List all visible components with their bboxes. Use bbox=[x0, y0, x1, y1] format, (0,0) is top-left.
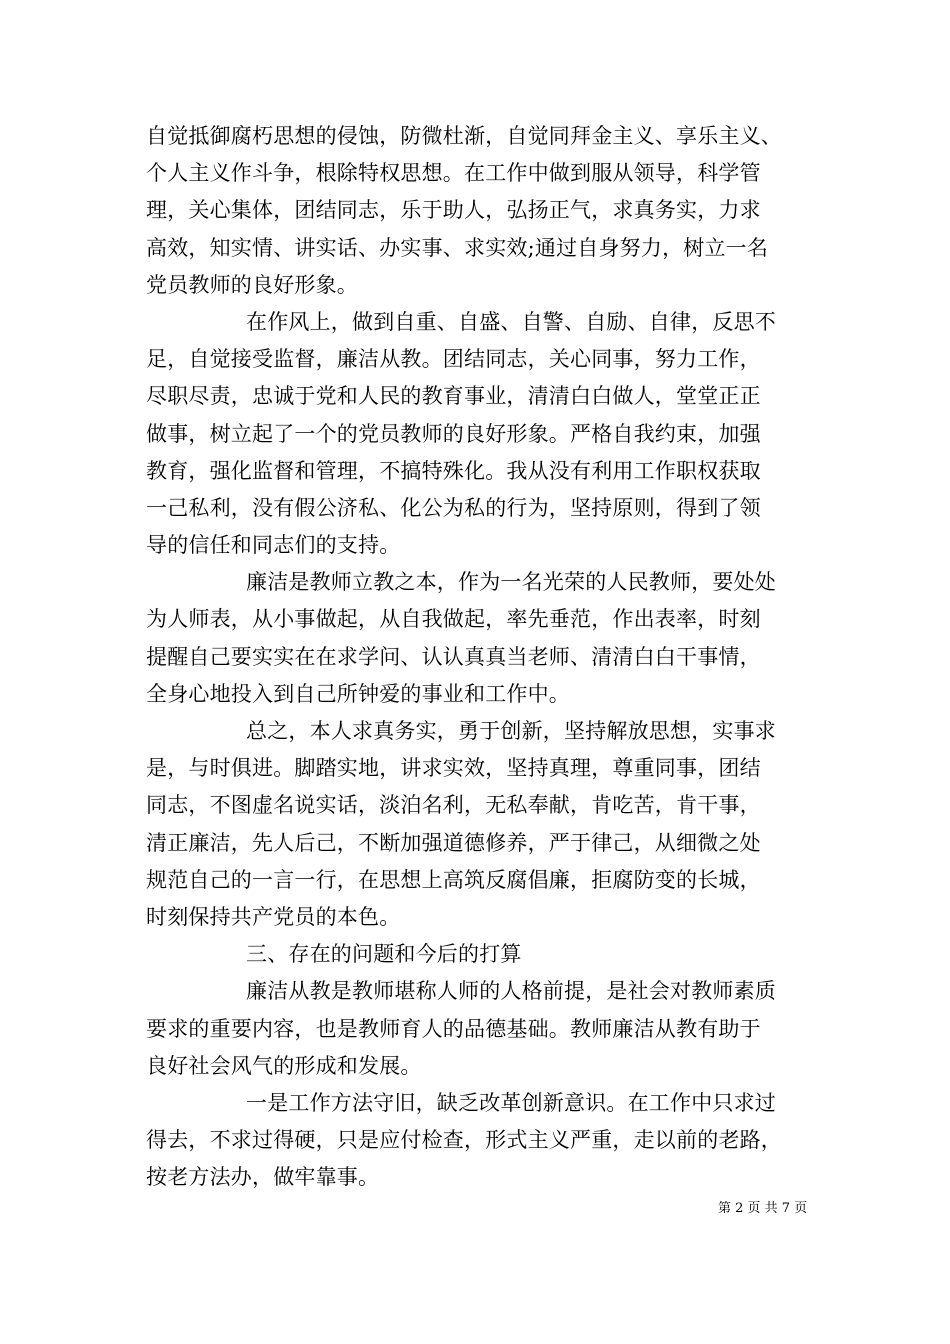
text-line: 时刻保持共产党员的本色。 bbox=[146, 904, 401, 929]
section-heading bbox=[146, 936, 812, 973]
paragraph bbox=[146, 713, 812, 936]
paragraph bbox=[146, 304, 812, 564]
paragraph bbox=[146, 118, 812, 304]
text-line: 高效，知实情、讲实话、办实事、求实效;通过自身努力，树立一名 bbox=[146, 235, 769, 260]
text-line: 提醒自己要实实在在求学问、认认真真当老师、清清白白干事情， bbox=[146, 644, 761, 669]
text-line: 廉洁从教是教师堪称人师的人格前提，是社会对教师素质 bbox=[246, 979, 776, 1004]
text-line: 是，与时俱进。脚踏实地，讲求实效，坚持真理，尊重同事，团结 bbox=[146, 756, 761, 781]
text-line: 导的信任和同志们的支持。 bbox=[146, 533, 401, 558]
page-body bbox=[146, 118, 812, 1196]
text-line: 教育，强化监督和管理，不搞特殊化。我从没有利用工作职权获取 bbox=[146, 458, 761, 483]
text-line: 足，自觉接受监督，廉洁从教。团结同志，关心同事，努力工作， bbox=[146, 347, 761, 372]
text-line: 得去，不求过得硬，只是应付检查，形式主义严重，走以前的老路， bbox=[146, 1128, 782, 1153]
text-line: 要求的重要内容，也是教师育人的品德基础。教师廉洁从教有助于 bbox=[146, 1016, 761, 1041]
text-line: 清正廉洁，先人后己，不断加强道德修养，严于律己，从细微之处 bbox=[146, 830, 761, 855]
text-line: 一是工作方法守旧，缺乏改革创新意识。在工作中只求过 bbox=[246, 1090, 776, 1115]
text-line: 尽职尽责，忠诚于党和人民的教育事业，清清白白做人，堂堂正正 bbox=[146, 384, 761, 409]
text-line: 廉洁是教师立教之本，作为一名光荣的人民教师，要处处 bbox=[246, 570, 776, 595]
text-line: 同志，不图虚名说实话，淡泊名利，无私奉献，肯吃苦，肯干事， bbox=[146, 793, 761, 818]
paragraph bbox=[146, 1085, 812, 1197]
text-line: 全身心地投入到自己所钟爱的事业和工作中。 bbox=[146, 681, 570, 706]
text-line: 规范自己的一言一行，在思想上高筑反腐倡廉，拒腐防变的长城， bbox=[146, 867, 761, 892]
text-line: 党员教师的良好形象。 bbox=[146, 272, 358, 297]
page-indicator: 第 2 页 共 7 页 bbox=[718, 1201, 808, 1216]
text-line: 为人师表，从小事做起，从自我做起，率先垂范，作出表率，时刻 bbox=[146, 607, 761, 632]
paragraph bbox=[146, 564, 812, 713]
text-line: 按老方法办，做牢靠事。 bbox=[146, 1165, 380, 1190]
text-line: 一己私利，没有假公济私、化公为私的行为，坚持原则，得到了领 bbox=[146, 495, 761, 520]
text-line: 自觉抵御腐朽思想的侵蚀，防微杜渐，自觉同拜金主义、享乐主义、 bbox=[146, 124, 782, 148]
text-line: 良好社会风气的形成和发展。 bbox=[146, 1053, 422, 1078]
paragraph bbox=[146, 973, 812, 1085]
text-line: 理，关心集体，团结同志，乐于助人，弘扬正气，求真务实，力求 bbox=[146, 198, 761, 223]
heading-text: 三、存在的问题和今后的打算 bbox=[246, 942, 522, 967]
text-line: 在作风上，做到自重、自盛、自警、自励、自律，反思不 bbox=[246, 309, 776, 334]
text-line: 总之，本人求真务实，勇于创新，坚持解放思想，实事求 bbox=[246, 719, 776, 743]
text-line: 个人主义作斗争，根除特权思想。在工作中做到服从领导，科学管 bbox=[146, 161, 761, 186]
text-line: 做事，树立起了一个的党员教师的良好形象。严格自我约束，加强 bbox=[146, 421, 761, 446]
